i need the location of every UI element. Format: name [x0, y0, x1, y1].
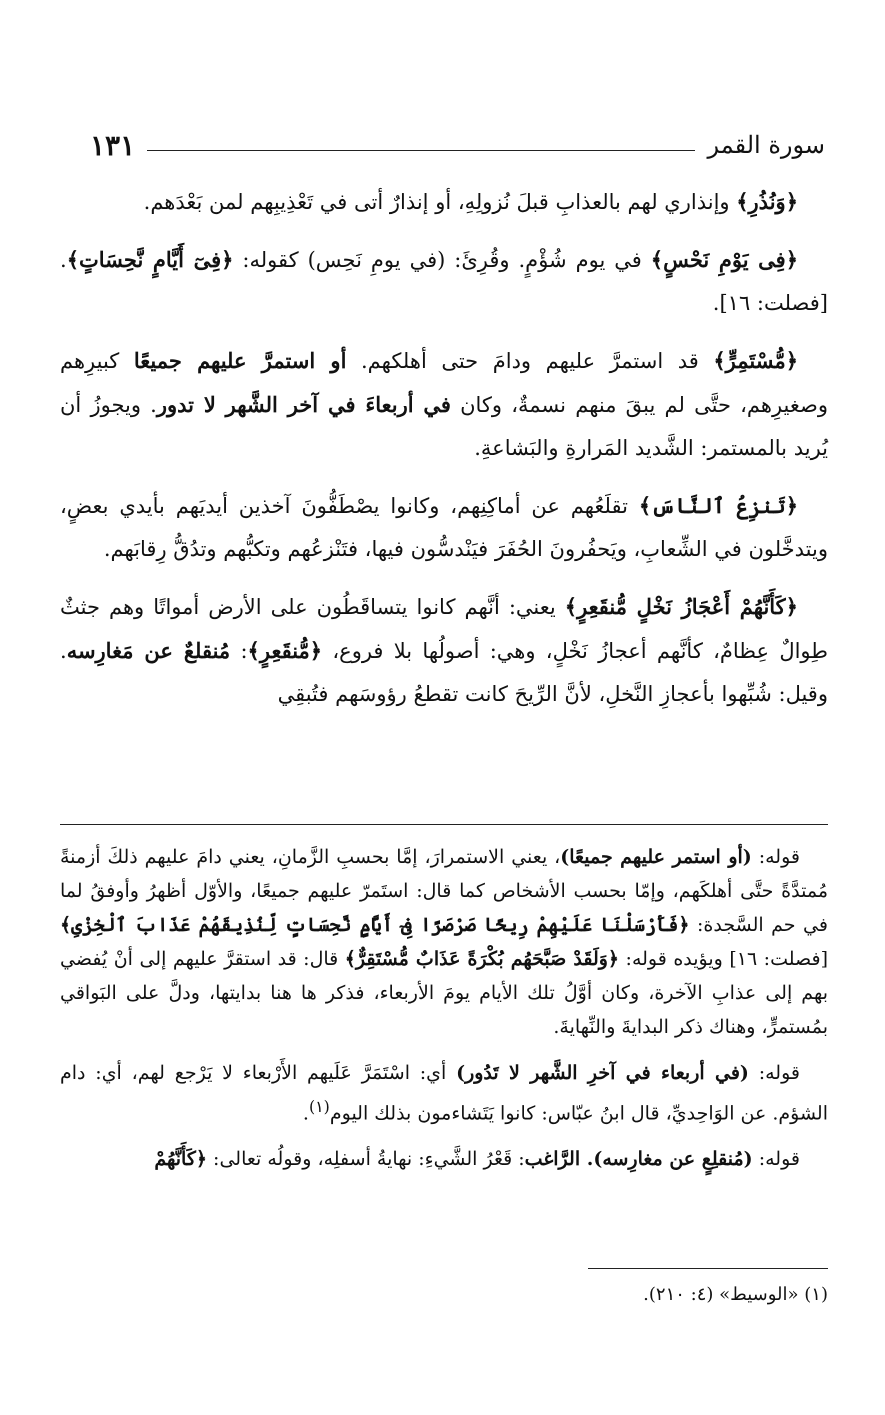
bold-phrase: في أربعاءَ في آخر الشَّهر لا تدور [156, 392, 451, 417]
citation: . [فصلت: ١٦]. [60, 248, 828, 315]
quran-quote: ﴿مُّسْتَمِرٍّ﴾ [713, 348, 799, 373]
note-text: . [302, 1102, 309, 1125]
quran-quote: ﴿كَأَنَّهُمْ [154, 1148, 208, 1171]
surah-title: سورة القمر [707, 131, 825, 159]
note-text: ، يعني الاستمرارَ، إمَّا بحسبِ الزَّمانِ، يعني دامَ عليهم ذلكَ أزمنةً مُمتدَّةً حتَّى أهلكَهم، وإمّا بحسب الأشخاص كما قال: استَمرّ عليهم جميعًا، والأوّل أظهرُ وأوفقُ لما في حم السَّجدة: [60, 846, 828, 936]
note-text: أي: اسْتَمَرَّ عَلَيهم الأَرْبعاء لا يَرْجع لهم، أي: دام الشؤم. عن الوَاحِديِّ، قال ابنُ عبّاس: كانوا يَتَشاءمون بذلك اليوم [60, 1062, 828, 1125]
quran-quote: ﴿مُّنقَعِرٍ﴾ [247, 638, 323, 663]
paragraph-text: تقلَعُهم عن أماكِنِهم، وكانوا يصْطَفُّونَ آخذين أيديَهم بأيدي بعضٍ، ويتدخَّلون في الشِّعابِ، ويَحفُرونَ الحُفَرَ فيَنْدسُّون فيها، فتَنْزعُهم وتكبُّهم وتدُقُّ رِقابَهم. [60, 494, 828, 561]
bold-phrase: (أو استمر عليهم جميعًا) [560, 846, 752, 868]
page-number: ١٣١ [90, 128, 136, 162]
footnote-separator [588, 1268, 828, 1269]
paragraph-mustamirr [60, 339, 828, 470]
note-text: قال: قد استقرَّ عليهم إلى أنْ يُفضي بهم إلى عذابِ الآخرة، وكان أوَّلُ تلك الأيام يومَ الأربعاء، فذكر ها هنا بدايتها، ودلَّ على البَواقي بمُستمرٍّ، وهناك ذكر البدايةَ والنِّهايةَ. [60, 948, 828, 1038]
commentary-text [60, 180, 828, 730]
bold-phrase: (في أربعاء في آخرِ الشَّهر لا تَدُور) [456, 1062, 749, 1084]
quran-quote: ﴿فِىٓ أَيَّامٍ نَّحِسَاتٍ﴾ [66, 247, 234, 272]
quran-quote: ﴿تَنزِعُ ٱلنَّاسَ﴾ [638, 493, 798, 518]
paragraph-text: : [230, 639, 248, 663]
quran-quote: ﴿وَلَقَدْ صَبَّحَهُم بُكْرَةً عَذَابٌ مُّسْتَقِرٌّ﴾ [344, 948, 620, 970]
note-text: : قَعْرُ الشَّيءِ: نهايةُ أسفلِه، وقولُه تعالى: [207, 1148, 525, 1171]
note-arbia [60, 1056, 828, 1130]
note-lead: قوله: [752, 1148, 800, 1171]
quran-quote: ﴿فَأَرْسَلْنَا عَلَيْهِمْ رِيحًا صَرْصَرًا فِىٓ أَيَّامٍ نَّحِسَاتٍ لِّنُذِيقَهُمْ عَذَابَ ٱلْخِزْىِ﴾ [60, 914, 690, 936]
paragraph-text: كبيرِهم وصغيرِهم، حتَّى لم يبقَ منهم نسمةٌ، وكان [60, 349, 828, 417]
margin-notes [60, 840, 828, 1188]
bold-phrase: أو استمرَّ عليهم جميعًا [133, 348, 347, 373]
paragraph-text: في يوم شُؤْمٍ. وقُرِئَ: (في يومِ نَحِس) كقوله: [233, 248, 651, 272]
paragraph-wanudhur [60, 180, 828, 224]
bold-phrase: (مُنقلِعٍ عن مغارِسه). الرَّاغب [524, 1148, 753, 1171]
page-header [90, 122, 825, 168]
note-istamarra [60, 840, 828, 1044]
paragraph-tanziu [60, 484, 828, 571]
note-lead: قوله: [751, 846, 800, 868]
footnote: (١) «الوسيط» (٤: ٢١٠). [643, 1284, 828, 1305]
quran-quote: ﴿فِى يَوْمِ نَحْسٍ﴾ [650, 247, 799, 272]
note-munqaliu [60, 1142, 828, 1176]
header-rule [147, 150, 695, 151]
bold-phrase: مُنقلعٌ عن مَغارِسه [66, 638, 231, 663]
paragraph-text: قد استمرَّ عليهم ودامَ حتى أهلكهم. [346, 349, 714, 373]
quran-quote: ﴿وَنُذُرِ﴾ [736, 189, 798, 214]
quran-quote: ﴿كَأَنَّهُمْ أَعْجَازُ نَخْلٍ مُّنقَعِرٍ﴾ [564, 594, 798, 619]
margin-notes-separator [60, 824, 828, 825]
note-text: [فصلت: ١٦] ويؤيده قوله: [619, 948, 828, 970]
paragraph-text: . وقيل: شُبِّهوا بأعجازِ النَّخلِ، لأنَّ الرِّيحَ كانت تقطعُ رؤوسَهم فتُبقِي [60, 639, 828, 706]
paragraph-text: . ويجوزُ أن يُريد بالمستمر: الشَّديد المَرارةِ والبَشاعةِ. [60, 393, 828, 460]
paragraph-kaannahum [60, 585, 828, 716]
paragraph-text: وإنذاري لهم بالعذابِ قبلَ نُزولِهِ، أو إنذارٌ أتى في تَعْذِيبِهم لمن بَعْدَهم. [143, 190, 737, 214]
paragraph-yawm-nahs [60, 238, 828, 325]
note-lead: قوله: [748, 1062, 800, 1084]
footnote-ref[interactable]: (١) [308, 1097, 330, 1116]
paragraph-text: يعني: أنَّهم كانوا يتساقَطُون على الأرض أمواتًا وهم جثثٌ طِوالٌ عِظامٌ، كأنَّهم أعجازُ نَخْلٍ، وهي: أصولُها بلا فروع، [60, 595, 828, 663]
